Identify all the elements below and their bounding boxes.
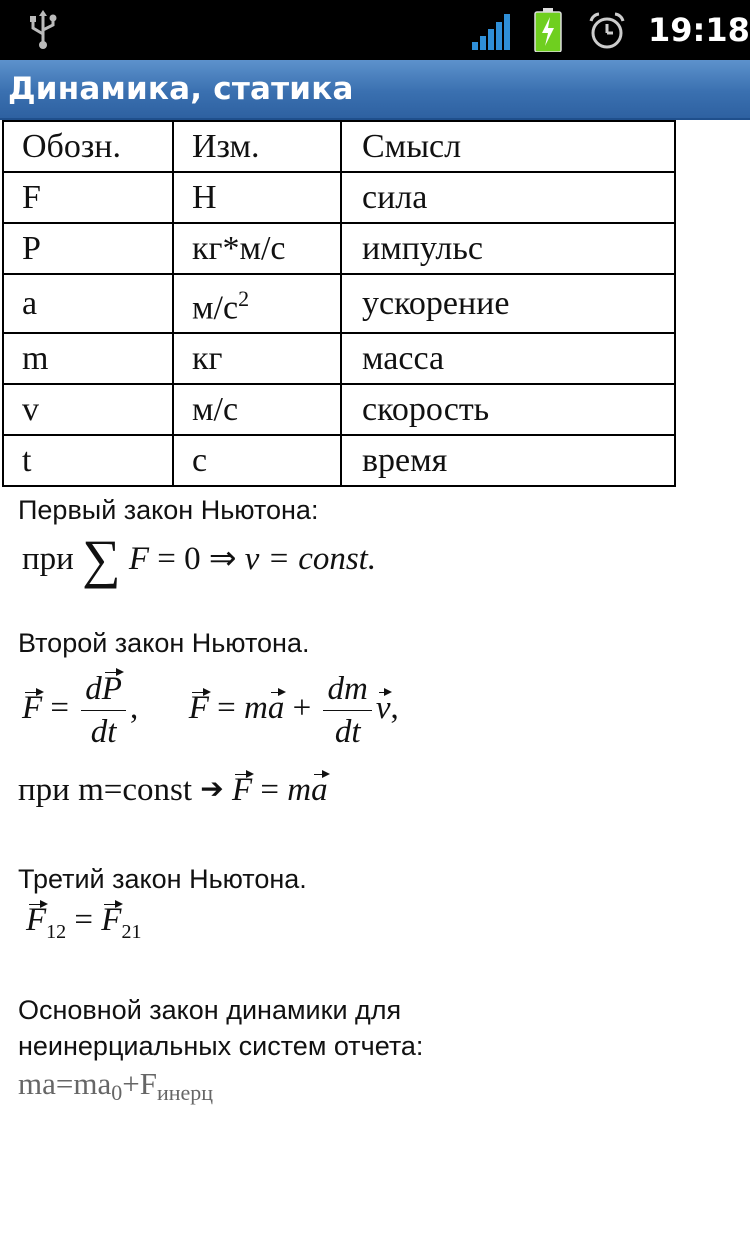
alarm-icon (588, 12, 626, 50)
usb-icon (26, 10, 60, 50)
law1-const: = const. (267, 541, 377, 577)
units-table (2, 120, 676, 487)
law2-force-vector-2: F (188, 690, 209, 727)
cell-unit (173, 274, 341, 333)
fraction-denominator: dt (334, 714, 361, 750)
header-symbol: Обозн. (3, 121, 173, 172)
signal-icon (470, 14, 512, 50)
sum-symbol: ∑ (82, 529, 121, 589)
cell-unit: кг (173, 333, 341, 384)
d-symbol: d (85, 671, 102, 707)
page-title: Динамика, статика (8, 71, 354, 107)
fraction-denominator: dt (90, 714, 117, 750)
law4-main: ma=ma (18, 1066, 112, 1101)
law2-eq-3: = (260, 772, 280, 808)
unit-superscript: 2 (238, 286, 250, 311)
header-meaning: Смысл (341, 121, 675, 172)
law1-heading: Первый закон Ньютона: (18, 495, 319, 525)
status-bar (0, 0, 750, 60)
cell-symbol: a (3, 274, 173, 333)
law4-heading-line1: Основной закон динамики для (18, 995, 402, 1025)
acceleration-vector-2: a (311, 772, 328, 808)
right-arrow-icon: ➔ (200, 772, 224, 805)
subscript-12: 12 (46, 921, 67, 943)
cell-meaning: время (341, 435, 675, 486)
cell-symbol: F (3, 172, 173, 223)
cell-unit: с (173, 435, 341, 486)
force-vector-21: F (101, 902, 122, 938)
cell-unit: Н (173, 172, 341, 223)
law2-trailing-comma: , (390, 690, 399, 727)
law4-plus-f: +F (122, 1066, 157, 1101)
cell-unit: м/с (173, 384, 341, 435)
table-row (3, 435, 675, 486)
law1-force: F (128, 541, 149, 577)
law2-heading: Второй закон Ньютона. (18, 628, 310, 658)
law4-formula (18, 1066, 213, 1106)
acceleration-vector: a (267, 690, 285, 727)
law3-eq: = (74, 902, 94, 938)
law1-formula (22, 529, 377, 589)
table-row (3, 384, 675, 435)
cell-unit: кг*м/с (173, 223, 341, 274)
subscript-21: 21 (121, 921, 142, 943)
law2-plus: + (292, 690, 312, 727)
battery-charging-icon (534, 8, 562, 52)
cell-meaning: скорость (341, 384, 675, 435)
law2-comma: , (129, 690, 139, 727)
status-time: 19:18 (648, 11, 750, 49)
cell-symbol: m (3, 333, 173, 384)
law2-condition: при m=const (18, 772, 193, 808)
cell-meaning: импульс (341, 223, 675, 274)
table-row (3, 172, 675, 223)
title-bar (0, 60, 750, 120)
law2-force-vector: F (22, 690, 43, 727)
fraction-dm-dt (323, 670, 371, 751)
velocity-vector: v (375, 690, 391, 727)
table-row (3, 223, 675, 274)
cell-symbol: P (3, 223, 173, 274)
law2-mass: m (244, 690, 268, 727)
cell-symbol: t (3, 435, 173, 486)
law2-condition-formula (18, 772, 328, 809)
law4-sub0: 0 (111, 1080, 123, 1105)
law1-prefix: при (22, 541, 74, 577)
table-row (3, 333, 675, 384)
law2-eq-2: = (217, 690, 236, 727)
law1-velocity: v (244, 541, 260, 577)
cell-meaning: ускорение (341, 274, 675, 333)
cell-meaning: масса (341, 333, 675, 384)
fraction-numerator: dm (323, 670, 371, 711)
law4-heading-line2: неинерциальных систем отчета: (18, 1031, 424, 1061)
momentum-vector: P (101, 671, 122, 707)
cell-symbol: v (3, 384, 173, 435)
fraction-numerator (81, 670, 126, 711)
law2-force-vector-3: F (231, 772, 253, 808)
law3-formula (26, 902, 141, 944)
cell-meaning: сила (341, 172, 675, 223)
law2-formula (22, 670, 399, 751)
table-header-row (3, 121, 675, 172)
law4-sub-inert: инерц (156, 1080, 214, 1105)
table-row (3, 274, 675, 333)
law2-eq: = (50, 690, 70, 727)
law3-heading: Третий закон Ньютона. (18, 864, 307, 894)
force-vector-12: F (26, 902, 47, 938)
fraction-dp-dt (81, 670, 126, 751)
unit-text: м/с (192, 289, 239, 327)
law1-eq-zero: = 0 ⇒ (157, 541, 237, 577)
header-unit: Изм. (173, 121, 341, 172)
law2-mass-2: m (287, 772, 312, 808)
